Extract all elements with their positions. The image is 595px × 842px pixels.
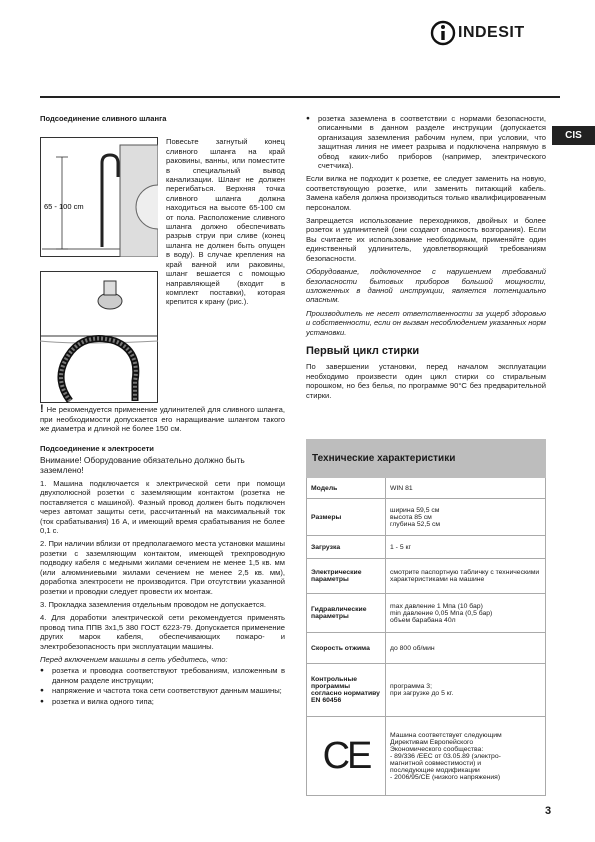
electric-section-title: Подсоединение к электросети <box>40 443 154 453</box>
spec-value: высота 85 см <box>390 513 432 521</box>
list-item: ● напряжение и частота тока сети соответствуют данным машины; <box>40 686 285 695</box>
ce-text-line: - 2006/95/CE (низкого напряжения) <box>390 773 501 781</box>
hose-warning <box>40 405 285 433</box>
checklist-intro: Перед включением машины в сеть убедитесь, что: <box>40 654 228 664</box>
ce-text-line: последующие модификации <box>390 766 480 774</box>
warning-icon: ! <box>40 403 44 416</box>
hose-section <box>40 125 285 405</box>
adapter-warning-text: Запрещается использование переходников, двойных и более розеток и удлинителей (они создают опасность возгорания). Если Вы считаете их использование необходимым, применяйте один единственный удлинитель, удовлетворяющий требованиям безопасности. <box>306 216 546 263</box>
hose-height-label: 65 - 100 cm <box>44 202 84 212</box>
logo-emblem-icon <box>430 20 456 46</box>
spec-value: min давление 0,05 Мпа (0,5 бар) <box>390 609 493 617</box>
list-item: ● розетка и вилка одного типа; <box>40 697 285 706</box>
ce-text-line: Директивам Европейского <box>390 738 474 746</box>
table-row <box>306 633 546 664</box>
ce-mark-icon: CE <box>322 734 370 777</box>
list-item: ● розетка и проводка соответствуют требованиям, изложенным в данном разделе инструкции; <box>40 666 285 685</box>
spec-value: объем барабана 40л <box>390 616 456 624</box>
spec-value: ширина 59,5 см <box>390 506 440 514</box>
spec-label: Гидравлические параметры <box>311 606 367 620</box>
first-cycle-title: Первый цикл стирки <box>306 344 420 357</box>
table-row <box>306 559 546 594</box>
specs-title: Технические характеристики <box>306 439 546 478</box>
spec-value: при загрузке до 5 кг. <box>390 690 454 697</box>
plug-replacement-text: Если вилка не подходит к розетке, ее следует заменить на новую, соответствующую розетке, или заменить питающий кабель. Замена кабеля должна производиться только квалифицированным персоналом. <box>306 174 546 212</box>
electric-para-1: 1. Машина подключается к электрической сети при помощи двухполюсной розетки с заземляющим контактом (розетка не поставляется с машиной). Фазный провод должен быть подключен через автомат защиты сети, рассчитанный на максимальный ток (ток срабатывания) 16 А, и имеющий время срабатывания не более 0,1 с. <box>40 479 285 536</box>
page-number: 3 <box>545 805 552 817</box>
spec-label: Модель <box>311 484 338 492</box>
header-rule <box>40 96 560 98</box>
electric-para-2: 2. При наличии вблизи от предполагаемого места установки машины розетки с заземляющим контактом, имеющей трехпроводную подводку кабеля с медными жилами сечением не менее 1,5 кв. мм (или алюминиевыми жилами сечением не менее 2,5 кв. мм), доработка электросети не производится. При отсутствии указанной розетки и проводки следует провести их монтаж. <box>40 539 285 596</box>
ce-text-line: Машина соответствует следующим <box>390 731 502 739</box>
brand-name: INDESIT <box>458 24 525 41</box>
brand-logo <box>430 20 560 46</box>
list-item: ● розетка заземлена в соответствии с нормами безопасности, описанными в данном разделе инструкции (допускается организация заземления рабочим нулем, при условии, что защитная линия не имеет разрыва и подключена напрямую в обвод каких-либо приборов (например, электрического счетчика). <box>306 114 546 170</box>
spec-value: до 800 об/мин <box>390 644 435 652</box>
table-row <box>306 499 546 536</box>
ce-text-line: - 89/336 /EEC от 03.05.89 (электро- <box>390 752 501 760</box>
table-row <box>306 664 546 717</box>
spec-label: Размеры <box>311 513 342 521</box>
hose-height-illustration <box>40 137 158 257</box>
left-column <box>40 114 285 707</box>
spec-value: max давление 1 Мпа (10 бар) <box>390 602 483 610</box>
hose-warning-text: Не рекомендуется применение удлинителей для сливного шланга, при необходимости допускается его наращивание шлангом такого же диаметра и длиной не более 150 см. <box>40 405 285 434</box>
table-row <box>306 478 546 499</box>
ce-text-line: магнитной совместимости) и <box>390 759 482 767</box>
ce-text-line: Экономического сообщества: <box>390 745 484 753</box>
hose-bathtub-illustration <box>40 271 158 403</box>
spec-value: программа 3; <box>390 683 432 690</box>
spec-label: Загрузка <box>311 543 341 551</box>
spec-label: Электрические параметры <box>311 569 362 583</box>
table-row <box>306 594 546 633</box>
table-row <box>306 717 546 796</box>
spec-value: WIN 81 <box>390 484 413 492</box>
first-cycle-text: По завершении установки, перед началом эксплуатации необходимо произвести один цикл стирки со стиральным порошком, но без белья, по программе 90°C без предварительной стирки. <box>306 362 546 400</box>
spec-label: Контрольные программы согласно нормативу EN 60456 <box>311 676 380 704</box>
right-column <box>306 114 546 404</box>
liability-note: Производитель не несет ответственности за ущерб здоровью и собственности, если он вызван несоблюдением указанных норм установки. <box>306 308 546 337</box>
ce-mark <box>307 717 385 795</box>
electric-para-3: 3. Прокладка заземления отдельным проводом не допускается. <box>40 599 266 609</box>
table-row <box>306 536 546 559</box>
hose-instructions: Повесьте загнутый конец сливного шланга на край раковины, ванны, или поместите в специальный вывод канализации. Шланг не должен перегибаться. Верхняя точка сливного шланга должна находиться на высоте 65-100 см от пола. Расположение сливного шланга должно обеспечивать разрыв струи при сливе (конец шланга не должен быть опущен в воду). В случае крепления на край ванной или раковины, шланг вешается с помощью направляющей (входит в комплект поставки), которая крепится к крану (рис.). <box>166 137 285 307</box>
spec-value: смотрите паспортную табличку с техническими характеристиками на машине <box>390 569 540 583</box>
hose-section-title: Подсоединение сливного шланга <box>40 114 167 123</box>
spec-value: глубина 52,5 см <box>390 520 441 528</box>
danger-note: Оборудование, подключенное с нарушением требований безопасности бытовых приборов большой мощности, изложенных в данной инструкции, является потенциально опасным. <box>306 267 546 305</box>
specs-table <box>306 439 546 796</box>
spec-value: 1 - 5 кг <box>390 543 411 551</box>
electric-para-4: 4. Для доработки электрической сети рекомендуется применять провод типа ППВ 3х1,5 380 ГОСТ 6223-79. Допускается применение других марок кабеля, обеспечивающих пожаро- и электробезопасность при эксплуатации машины. <box>40 613 285 651</box>
spec-label: Скорость отжима <box>311 644 370 652</box>
ground-warning: Внимание! Оборудование обязательно должно быть заземлено! <box>40 455 245 476</box>
language-tab: CIS <box>552 126 595 145</box>
